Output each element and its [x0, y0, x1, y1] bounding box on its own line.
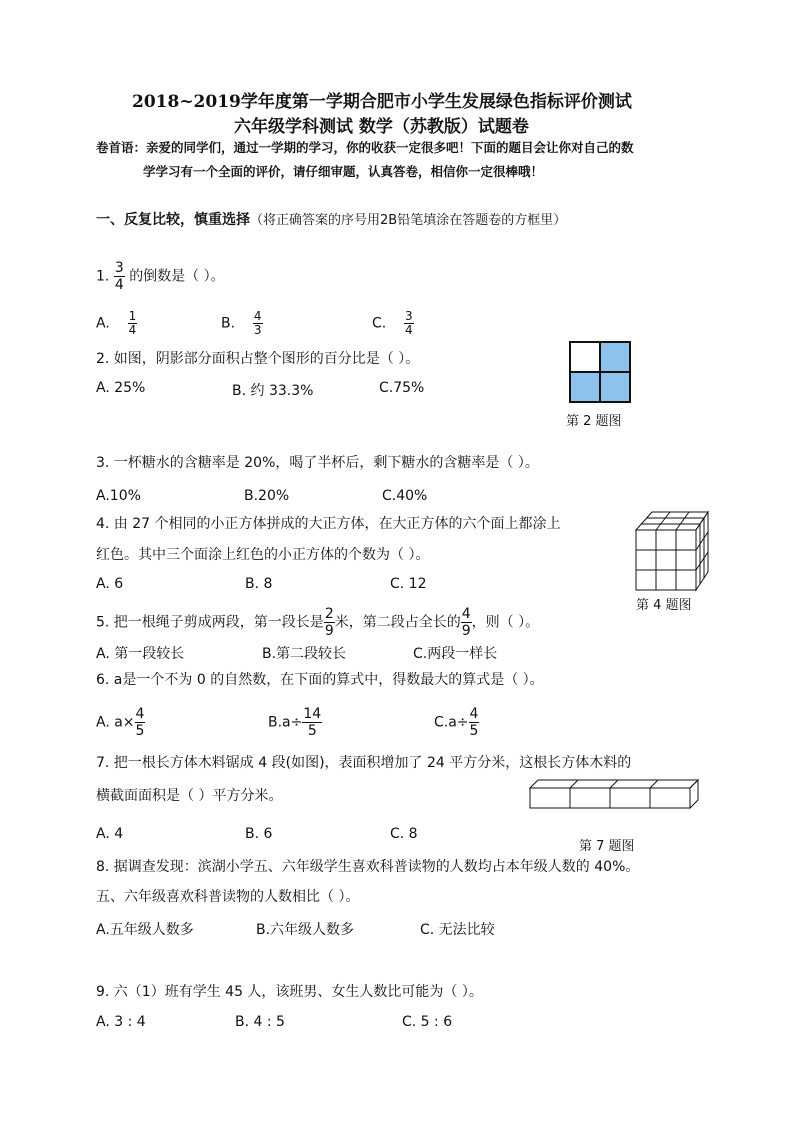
q1-option-a[interactable]	[96, 310, 137, 337]
q9-option-a[interactable]: A. 3 : 4	[96, 1014, 146, 1030]
q1-option-c-frac	[404, 310, 414, 337]
q5-f2-num: 4	[461, 606, 471, 622]
question-6: 6. a是一个不为 0 的自然数，在下面的算式中，得数最大的算式是（ ）。	[96, 672, 544, 688]
q1-fraction	[114, 260, 125, 293]
q1-option-c-label: C.	[372, 315, 387, 332]
q1-c-den: 4	[405, 323, 413, 337]
q5-f1-den: 9	[324, 623, 334, 639]
exam-title-line-1: 2018~2019学年度第一学期合肥市小学生发展绿色指标评价测试	[132, 92, 632, 112]
q2-cell-top-left	[570, 342, 600, 372]
q6-b-num: 14	[303, 706, 322, 722]
q1-option-b-label: B.	[221, 315, 236, 332]
section-1-title: 一、反复比较，慎重选择	[96, 212, 250, 228]
q5-fraction-2	[461, 606, 472, 639]
q6-option-c[interactable]	[434, 706, 479, 739]
question-4-line-1: 4. 由 27 个相同的小正方体拼成的大正方体，在大正方体的六个面上都涂上	[96, 516, 561, 532]
q6-option-b-label: B.a÷	[268, 714, 303, 731]
q4-option-c[interactable]: C. 12	[390, 576, 427, 592]
q1-option-a-label: A.	[96, 315, 110, 332]
q2-cell-top-right	[600, 342, 630, 372]
question-1	[96, 260, 225, 293]
q8-option-b[interactable]: B.六年级人数多	[256, 922, 355, 938]
q2-cell-bottom-left	[570, 372, 600, 402]
q5-option-c[interactable]: C.两段一样长	[413, 646, 498, 662]
q1-a-num: 1	[128, 309, 137, 323]
q1-option-c[interactable]	[372, 310, 414, 337]
q7-figure-caption: 第 7 题图	[579, 839, 635, 854]
q9-option-b[interactable]: B. 4 : 5	[235, 1014, 285, 1030]
q6-a-num: 4	[135, 706, 145, 722]
q2-option-c[interactable]: C.75%	[379, 380, 425, 396]
question-9: 9. 六（1）班有学生 45 人，该班男、女生人数比可能为（ ）。	[96, 984, 483, 1000]
q7-option-c[interactable]: C. 8	[390, 826, 418, 842]
section-1-heading	[96, 209, 566, 229]
q1-option-a-frac	[128, 310, 138, 337]
q6-c-den: 5	[469, 723, 479, 739]
q3-option-c[interactable]: C.40%	[382, 488, 428, 504]
q9-option-c[interactable]: C. 5 : 6	[402, 1014, 453, 1030]
q6-option-b[interactable]	[268, 706, 322, 739]
q5-text-2: 米，第二段占全长的	[334, 614, 461, 631]
q2-option-a[interactable]: A. 25%	[96, 380, 146, 396]
q3-option-a[interactable]: A.10%	[96, 488, 141, 504]
q1-a-den: 4	[128, 323, 137, 337]
q1-c-num: 3	[405, 309, 413, 323]
q7-option-b[interactable]: B. 6	[245, 826, 273, 842]
q7-block-figure	[528, 778, 700, 810]
q4-option-b[interactable]: B. 8	[245, 576, 273, 592]
question-2: 2. 如图，阴影部分面积占整个图形的百分比是（ ）。	[96, 351, 420, 367]
question-8-line-1: 8. 据调查发现：滨湖小学五、六年级学生喜欢科普读物的人数均占本年级人数的 40%。	[96, 859, 640, 875]
q8-option-c[interactable]: C. 无法比较	[420, 922, 495, 938]
q1-option-b[interactable]	[221, 310, 263, 337]
q5-text-1: 5. 把一根绳子剪成两段，第一段长是	[96, 614, 324, 631]
q5-f2-den: 9	[461, 623, 471, 639]
q4-figure-caption: 第 4 题图	[636, 598, 692, 613]
question-5	[96, 606, 539, 639]
q1-text: 的倒数是（ ）。	[129, 268, 225, 285]
q5-option-a[interactable]: A. 第一段较长	[96, 646, 185, 662]
q4-option-a[interactable]: A. 6	[96, 576, 124, 592]
q1-frac-den: 4	[114, 277, 124, 293]
section-1-note: （将正确答案的序号用2B铅笔填涂在答题卷的方框里）	[250, 213, 567, 228]
q2-option-b[interactable]: B. 约 33.3%	[232, 383, 314, 399]
q8-option-a[interactable]: A.五年级人数多	[96, 922, 194, 938]
q3-option-b[interactable]: B.20%	[244, 488, 290, 504]
question-4-line-2: 红色。其中三个面涂上红色的小正方体的个数为（ ）。	[96, 547, 430, 563]
q4-cube-figure	[632, 508, 712, 596]
q6-c-num: 4	[469, 706, 479, 722]
q6-option-a[interactable]	[96, 706, 145, 739]
q5-text-3: ，则（ ）。	[471, 614, 540, 631]
q1-b-num: 4	[253, 309, 262, 323]
q6-option-c-frac	[469, 706, 480, 739]
q2-grid-figure	[568, 340, 632, 404]
q6-option-c-label: C.a÷	[434, 714, 469, 731]
question-3: 3. 一杯糖水的含糖率是 20%，喝了半杯后，剩下糖水的含糖率是（ ）。	[96, 455, 539, 471]
q6-option-b-frac	[302, 706, 322, 739]
q1-number: 1.	[96, 268, 110, 285]
q6-a-den: 5	[135, 723, 145, 739]
q2-cell-bottom-right	[600, 372, 630, 402]
q5-f1-num: 2	[324, 606, 334, 622]
exam-title-line-2: 六年级学科测试 数学（苏教版）试题卷	[234, 117, 529, 137]
q1-option-b-frac	[253, 310, 263, 337]
q1-frac-num: 3	[114, 260, 124, 276]
q5-fraction-1	[324, 606, 335, 639]
question-8-line-2: 五、六年级喜欢科普读物的人数相比（ ）。	[96, 889, 360, 905]
q6-option-a-label: A. a×	[96, 714, 135, 731]
q5-option-b[interactable]: B.第二段较长	[262, 646, 347, 662]
q6-b-den: 5	[307, 723, 317, 739]
question-7-line-1: 7. 把一根长方体木料锯成 4 段(如图)，表面积增加了 24 平方分米，这根长方体木料的	[96, 755, 632, 771]
q7-option-a[interactable]: A. 4	[96, 826, 124, 842]
preface-line-1: 卷首语：亲爱的同学们，通过一学期的学习，你的收获一定很多吧！下面的题目会让你对自己的数	[96, 140, 634, 155]
q2-figure-caption: 第 2 题图	[566, 414, 622, 429]
preface-line-2: 学学习有一个全面的评价，请仔细审题，认真答卷，相信你一定很棒哦！	[143, 164, 544, 179]
question-7-line-2: 横截面面积是（ ）平方分米。	[96, 788, 283, 804]
q1-b-den: 3	[253, 323, 262, 337]
q6-option-a-frac	[135, 706, 146, 739]
